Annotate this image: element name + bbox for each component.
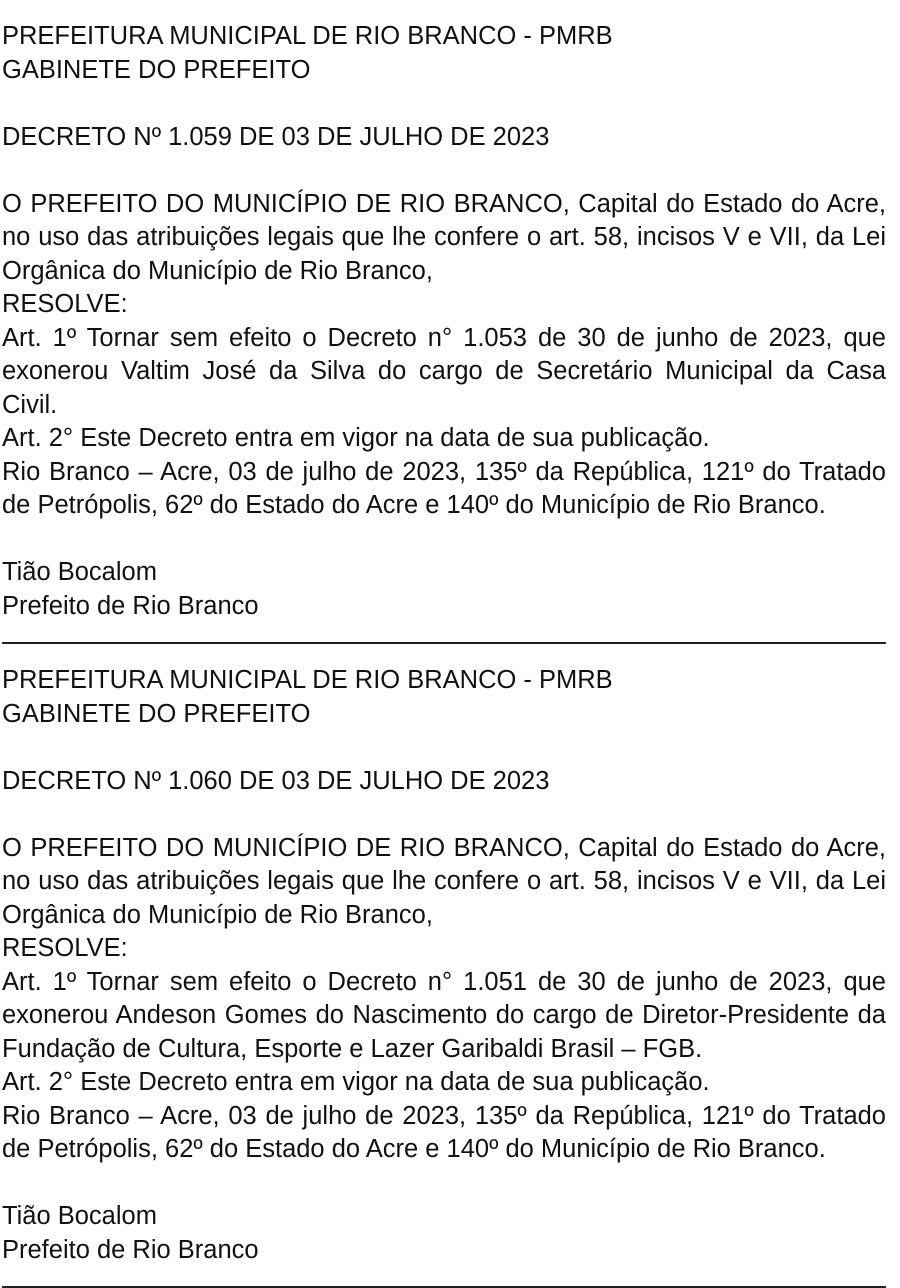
decree-preamble: O PREFEITO DO MUNICÍPIO DE RIO BRANCO, Capital do Estado do Acre, no uso das atribuições legais que lhe confere o art. 58, incisos V e VII, da Lei Orgânica do Município de Rio Branco,: [2, 833, 886, 929]
decree-article-2: Art. 2° Este Decreto entra em vigor na data de sua publicação.: [2, 1068, 710, 1096]
signer-role: Prefeito de Rio Branco: [2, 1235, 259, 1264]
signer-name: Tião Bocalom: [2, 1202, 157, 1230]
decree-preamble: O PREFEITO DO MUNICÍPIO DE RIO BRANCO, Capital do Estado do Acre, no uso das atribuições legais que lhe confere o art. 58, incisos V e VII, da Lei Orgânica do Município de Rio Branco,: [2, 189, 886, 285]
decree-1060: [2, 664, 886, 1267]
signer-name: Tião Bocalom: [2, 558, 157, 586]
decree-article-2: Art. 2° Este Decreto entra em vigor na data de sua publicação.: [2, 424, 710, 452]
decree-closing: Rio Branco – Acre, 03 de julho de 2023, 135º da República, 121º do Tratado de Petrópolis, 62º do Estado do Acre e 140º do Município de Rio Branco.: [2, 457, 886, 519]
decree-title: DECRETO Nº 1.059 DE 03 DE JULHO DE 2023: [2, 122, 550, 151]
signer-role: Prefeito de Rio Branco: [2, 591, 259, 620]
section-divider: [2, 642, 886, 644]
org-name: PREFEITURA MUNICIPAL DE RIO BRANCO - PMRB: [2, 666, 613, 694]
office-name: GABINETE DO PREFEITO: [2, 55, 311, 84]
decree-closing: Rio Branco – Acre, 03 de julho de 2023, 135º da República, 121º do Tratado de Petrópolis, 62º do Estado do Acre e 140º do Município de Rio Branco.: [2, 1101, 886, 1163]
org-name: PREFEITURA MUNICIPAL DE RIO BRANCO - PMRB: [2, 22, 613, 50]
decree-article-1: Art. 1º Tornar sem efeito o Decreto n° 1.053 de 30 de junho de 2023, que exonerou Valtim José da Silva do cargo de Secretário Municipal da Casa Civil.: [2, 323, 886, 419]
office-name: GABINETE DO PREFEITO: [2, 699, 311, 728]
decree-resolve: RESOLVE:: [2, 290, 128, 318]
decree-title: DECRETO Nº 1.060 DE 03 DE JULHO DE 2023: [2, 766, 550, 795]
decree-1059: [2, 20, 886, 623]
decree-article-1: Art. 1º Tornar sem efeito o Decreto n° 1.051 de 30 de junho de 2023, que exonerou Andeson Gomes do Nascimento do cargo de Diretor-Presidente da Fundação de Cultura, Esporte e Lazer Garibaldi Brasil – FGB.: [2, 967, 886, 1063]
decree-resolve: RESOLVE:: [2, 934, 128, 962]
